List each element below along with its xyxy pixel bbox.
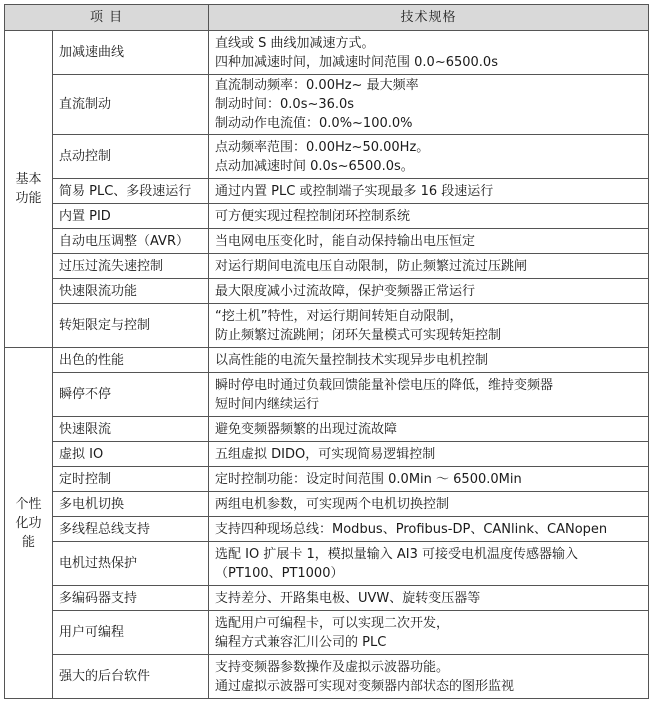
spec-line: （PT100、PT1000）: [215, 565, 344, 581]
table-row: [5, 179, 649, 204]
spec-line: “挖土机”特性，对运行期间转矩自动限制，: [215, 308, 463, 324]
item-name: 电机过热保护: [53, 542, 209, 586]
category-label: 基本: [15, 172, 42, 187]
table-row: [5, 542, 649, 586]
item-spec: [209, 655, 649, 699]
spec-line: 防止频繁过流跳闸；闭环矢量模式可实现转矩控制: [215, 327, 502, 343]
item-name: 快速限流功能: [53, 279, 209, 304]
spec-line: 避免变频器频繁的出现过流故障: [215, 421, 398, 437]
item-name: 过压过流失速控制: [53, 254, 209, 279]
spec-line: 四种加减速时间，加减速时间范围 0.0~6500.0s: [215, 54, 498, 70]
item-name: 快速限流: [53, 417, 209, 442]
spec-line: 通过内置 PLC 或控制端子实现最多 16 段速运行: [215, 183, 494, 199]
item-name: 多线程总线支持: [53, 517, 209, 542]
table-row: [5, 31, 649, 75]
header-row: [5, 5, 649, 31]
spec-line: 两组电机参数，可实现两个电机切换控制: [215, 496, 450, 512]
item-spec: [209, 348, 649, 373]
spec-line: 可方便实现过程控制闭环控制系统: [215, 208, 411, 224]
category-cell: [5, 31, 53, 348]
item-spec: [209, 611, 649, 655]
table-row: [5, 517, 649, 542]
spec-line: 制动时间：0.0s~36.0s: [215, 97, 355, 112]
item-spec: [209, 229, 649, 254]
item-name: 多编码器支持: [53, 586, 209, 611]
table-row: [5, 467, 649, 492]
item-name: 转矩限定与控制: [53, 304, 209, 348]
table-row: [5, 373, 649, 417]
table-row: [5, 75, 649, 135]
category-label: 个性: [15, 496, 42, 512]
table-row: [5, 204, 649, 229]
item-spec: [209, 179, 649, 204]
category-label: 化功: [15, 515, 42, 531]
table-row: [5, 611, 649, 655]
table-row: [5, 348, 649, 373]
category-label: 功能: [15, 191, 42, 206]
item-name: 自动电压调整（AVR）: [53, 229, 209, 254]
item-spec: [209, 204, 649, 229]
item-name: 简易 PLC、多段速运行: [53, 179, 209, 204]
table-row: [5, 135, 649, 179]
spec-line: 支持四种现场总线：Modbus、Profibus-DP、CANlink、CANopen: [215, 521, 608, 537]
table-row: [5, 655, 649, 699]
spec-line: 支持差分、开路集电极、UVW、旋转变压器等: [215, 590, 481, 606]
item-spec: [209, 517, 649, 542]
table-row: [5, 304, 649, 348]
spec-line: 对运行期间电流电压自动限制，防止频繁过流过压跳闸: [215, 258, 528, 274]
item-spec: [209, 467, 649, 492]
item-spec: [209, 586, 649, 611]
item-name: 用户可编程: [53, 611, 209, 655]
spec-line: 五组虚拟 DIDO，可实现简易逻辑控制: [215, 446, 436, 462]
item-name: 定时控制: [53, 467, 209, 492]
item-spec: [209, 304, 649, 348]
item-name: 点动控制: [53, 135, 209, 179]
spec-line: 通过虚拟示波器可实现对变频器内部状态的图形监视: [215, 678, 515, 694]
table-row: [5, 586, 649, 611]
table-row: [5, 229, 649, 254]
spec-line: 最大限度减小过流故障，保护变频器正常运行: [215, 283, 476, 299]
spec-line: 制动动作电流值：0.0%~100.0%: [215, 116, 413, 131]
item-spec: [209, 442, 649, 467]
item-spec: [209, 31, 649, 75]
spec-line: 短时间内继续运行: [215, 396, 320, 412]
spec-line: 定时控制功能：设定时间范围 0.0Min ～ 6500.0Min: [215, 471, 522, 487]
item-spec: [209, 373, 649, 417]
item-name: 出色的性能: [53, 348, 209, 373]
header-item: 项 目: [5, 5, 209, 31]
category-cell: [5, 348, 53, 699]
table-row: [5, 492, 649, 517]
item-spec: [209, 542, 649, 586]
spec-line: 选配用户可编程卡，可以实现二次开发，: [215, 615, 450, 631]
spec-line: 瞬时停电时通过负载回馈能量补偿电压的降低，维持变频器: [215, 377, 554, 393]
item-spec: [209, 279, 649, 304]
item-spec: [209, 254, 649, 279]
item-name: 虚拟 IO: [53, 442, 209, 467]
item-spec: [209, 135, 649, 179]
table-row: [5, 417, 649, 442]
table-row: [5, 279, 649, 304]
spec-line: 支持变频器参数操作及虚拟示波器功能。: [215, 659, 450, 675]
item-spec: [209, 417, 649, 442]
spec-line: 点动频率范围：0.00Hz~50.00Hz。: [215, 139, 430, 155]
spec-line: 当电网电压变化时，能自动保持输出电压恒定: [215, 233, 476, 249]
item-name: 加减速曲线: [53, 31, 209, 75]
spec-line: 直流制动频率：0.00Hz~ 最大频率: [215, 78, 419, 93]
spec-line: 直线或 S 曲线加减速方式。: [215, 35, 375, 51]
item-name: 强大的后台软件: [53, 655, 209, 699]
item-name: 多电机切换: [53, 492, 209, 517]
table-row: [5, 442, 649, 467]
spec-line: 以高性能的电流矢量控制技术实现异步电机控制: [215, 352, 489, 368]
spec-line: 点动加减速时间 0.0s~6500.0s。: [215, 158, 414, 174]
spec-table: [4, 4, 649, 699]
spec-line: 编程方式兼容汇川公司的 PLC: [215, 634, 387, 650]
spec-line: 选配 IO 扩展卡 1，模拟量输入 AI3 可接受电机温度传感器输入: [215, 546, 579, 562]
category-label: 能: [21, 534, 35, 550]
table-row: [5, 254, 649, 279]
item-name: 直流制动: [53, 75, 209, 135]
item-spec: [209, 492, 649, 517]
item-name: 瞬停不停: [53, 373, 209, 417]
header-spec: 技术规格: [209, 5, 649, 31]
item-spec: [209, 75, 649, 135]
item-name: 内置 PID: [53, 204, 209, 229]
